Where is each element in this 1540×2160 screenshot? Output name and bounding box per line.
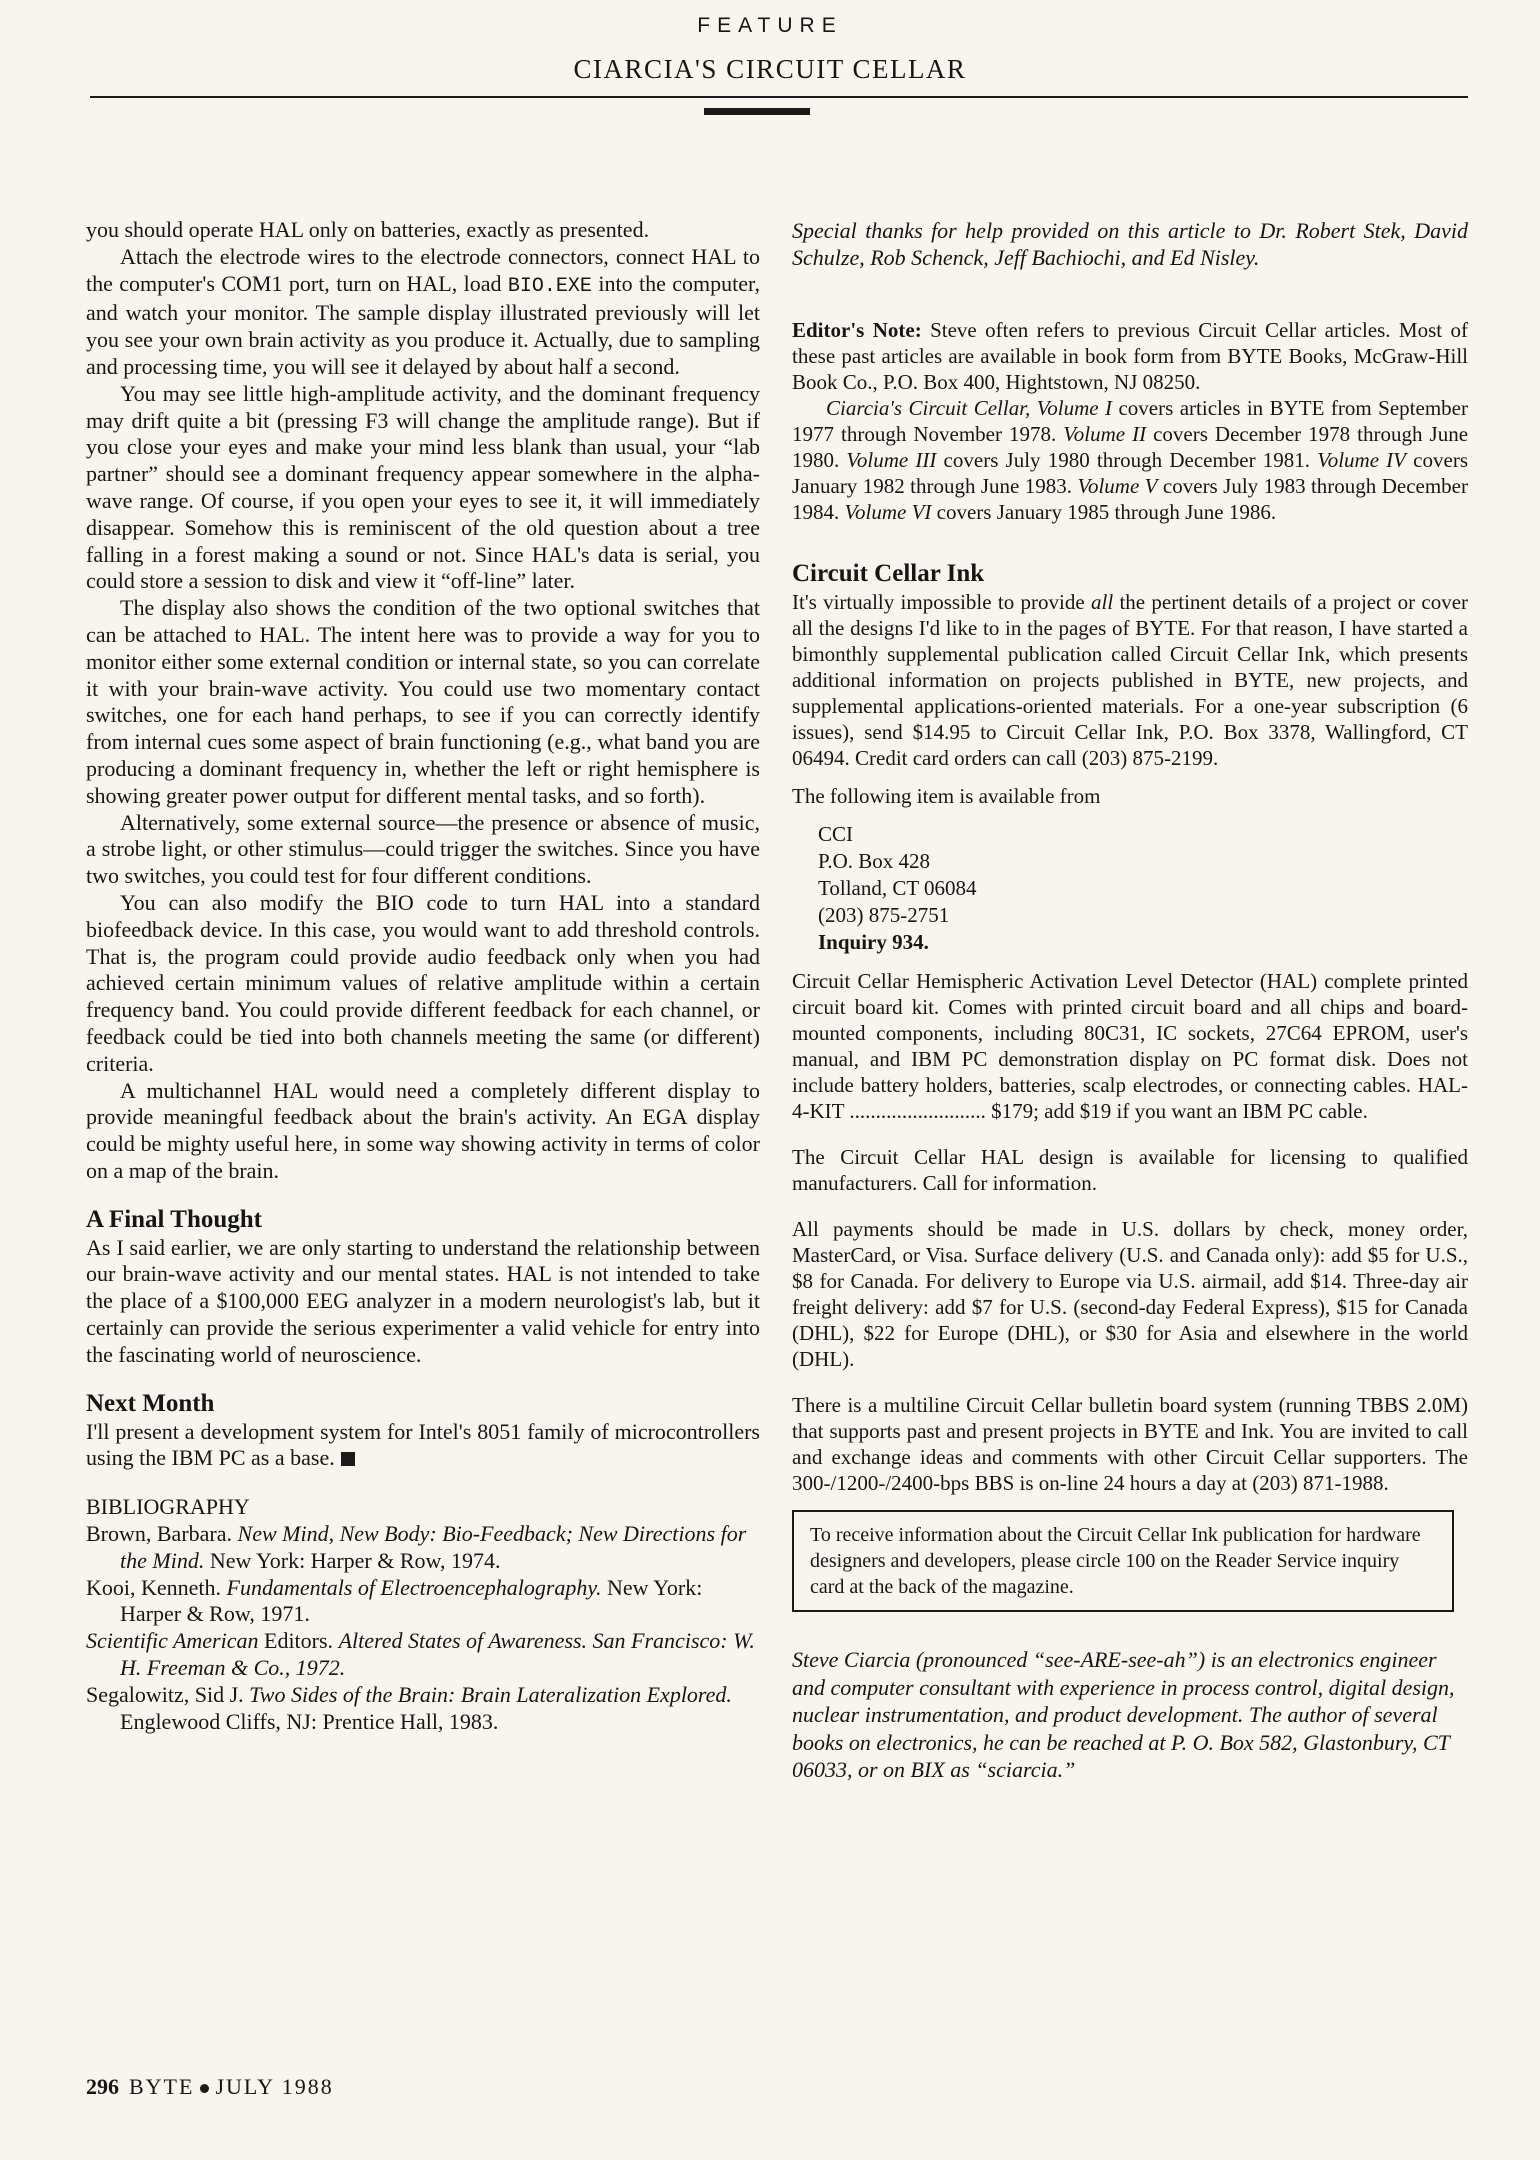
bibliography-heading: BIBLIOGRAPHY: [86, 1494, 250, 1520]
bibliography-entry: Kooi, Kenneth. Fundamentals of Electroencephalography. New York: Harper & Row, 1971.: [86, 1574, 703, 1627]
bibliography-entry: Brown, Barbara. New Mind, New Body: Bio-Feedback; New Directions for the Mind. New York: Harper & Row, 1974.: [86, 1521, 747, 1573]
right-column: [792, 217, 1468, 1784]
page-number: 296: [86, 2074, 119, 2099]
heading-final-thought: A Final Thought: [86, 1205, 263, 1233]
address-line: Tolland, CT 06084: [818, 876, 977, 900]
page-footer: [86, 2074, 334, 2100]
header-feature: FEATURE: [697, 14, 843, 37]
left-para-4: The display also shows the condition of the two optional switches that can be attached to HAL. The intent here was to provide a way for you to monitor either some external condition or internal state, so you can correlate it with your brain-wave activity. You could use two momentary contact switches, one for each hand perhaps, to see if you can correctly identify from internal cues some aspect of brain functioning (e.g., what band you are producing a dominant frequency in, whether the left or right hemisphere is showing greater power output for different mental tasks, and so forth).: [86, 595, 760, 808]
left-para-5: Alternatively, some external source—the presence or absence of music, a strobe light, or other stimulus—could trigger the switches. Since you have two switches, you could test for four different conditions.: [86, 809, 760, 889]
header-bar: [704, 108, 810, 115]
address-line: P.O. Box 428: [818, 849, 931, 873]
reader-service-box: To receive information about the Circuit Cellar Ink publication for hardware designers and developers, please circle 100 on the Reader Service inquiry card at the back of the magazine.: [792, 1510, 1454, 1612]
end-mark-icon: [341, 1452, 355, 1466]
address-line: (203) 875-2751: [818, 903, 950, 927]
final-thought-para: As I said earlier, we are only starting to understand the relationship between our brain-wave activity and our mental states. HAL is not intended to take the place of a $100,000 EEG analyzer in a modern neurologist's lab, but it certainly can provide the serious experimenter a valid vehicle for entry into the fascinating world of neuroscience.: [86, 1234, 760, 1367]
issue-date: JULY 1988: [215, 2074, 334, 2099]
editors-note: Editor's Note: Steve often refers to previous Circuit Cellar articles. Most of these past articles are available in book form from BYTE Books, McGraw-Hill Book Co., P.O. Box 400, Hightstown, NJ 08250.: [792, 318, 1468, 394]
licensing-para: The Circuit Cellar HAL design is available for licensing to qualified manufacturers. Call for information.: [792, 1145, 1468, 1195]
inquiry-number: Inquiry 934.: [818, 930, 929, 954]
next-month-para: I'll present a development system for Intel's 8051 family of microcontrollers using the IBM PC as a base.: [86, 1418, 760, 1471]
left-para-6: You can also modify the BIO code to turn HAL into a standard biofeedback device. In this case, you would want to add threshold controls. That is, the program could provide audio feedback only when you had achieved certain minimum values of relative amplitude within a certain frequency band. You could provide different feedback for each channel, or feedback could be tied into both channels meeting the same (or different) criteria.: [86, 889, 760, 1076]
bbs-para: There is a multiline Circuit Cellar bulletin board system (running TBBS 2.0M) that supports past and present projects in BYTE and Ink. You are invited to call and exchange ideas and comments with other Circuit Cellar supporters. The 300-/1200-/2400-bps BBS is on-line 24 hours a day at (203) 871-1988.: [792, 1393, 1468, 1495]
address-line: CCI: [818, 822, 854, 846]
left-para-7: A multichannel HAL would need a completely different display to provide meaningful feedback about the brain's activity. An EGA display could be mighty useful here, in some way showing activity in terms of color on a map of the brain.: [86, 1077, 760, 1183]
code-bio-exe: BIO.EXE: [507, 274, 592, 298]
kit-description: Circuit Cellar Hemispheric Activation Level Detector (HAL) complete printed circuit board kit. Comes with printed circuit board and all chips and board-mounted components, including 80C31, IC sockets, 27C64 EPROM, user's manual, and IBM PC demonstration display on PC format disk. Does not include battery holders, batteries, scalp electrodes, or connecting cables. HAL-4-KIT .......................... $179; add $19 if you want an IBM PC cable.: [792, 969, 1468, 1123]
available-from: The following item is available from: [792, 784, 1101, 808]
header-rule: [90, 96, 1468, 98]
author-bio: Steve Ciarcia (pronounced “see-ARE-see-ah”) is an electronics engineer and computer consultant with experience in process control, digital design, nuclear instrumentation, and product development. The author of several books on electronics, he can be reached at P. O. Box 582, Glastonbury, CT 06033, or on BIX as “sciarcia.”: [792, 1647, 1455, 1782]
heading-next-month: Next Month: [86, 1389, 215, 1417]
heading-circuit-cellar-ink: Circuit Cellar Ink: [792, 560, 985, 587]
bibliography-entry: Segalowitz, Sid J. Two Sides of the Brain: Brain Lateralization Explored. Englewood Cliffs, NJ: Prentice Hall, 1983.: [86, 1681, 732, 1734]
left-column: [86, 217, 760, 1735]
bibliography-entry: Scientific American Editors. Altered States of Awareness. San Francisco: W. H. Freeman & Co., 1972.: [86, 1628, 755, 1681]
magazine-name: BYTE: [129, 2074, 195, 2099]
left-para-1: you should operate HAL only on batteries, exactly as presented.: [86, 217, 650, 242]
volumes-note: Ciarcia's Circuit Cellar, Volume I covers articles in BYTE from September 1977 through November 1978. Volume II covers December 1978 through June 1980. Volume III covers July 1980 through December 1981. Volume IV covers January 1982 through June 1983. Volume V covers July 1983 through December 1984. Volume VI covers January 1985 through June 1986.: [792, 396, 1469, 524]
left-para-2: Attach the electrode wires to the electrode connectors, connect HAL to the computer's COM1 port, turn on HAL, load BIO.EXE into the computer, and watch your monitor. The sample display illustrated previously will let you see your own brain activity as you produce it. Actually, due to sampling and processing time, you will see it delayed by about half a second.: [86, 243, 760, 379]
payments-para: All payments should be made in U.S. dollars by check, money order, MasterCard, or Visa. Surface delivery (U.S. and Canada only): add $5 for U.S., $8 for Canada. For delivery to Europe via U.S. airmail, add $14. Three-day air freight delivery: add $7 for U.S. (second-day Federal Express), $15 for Canada (DHL), $22 for Europe (DHL), or $30 for Asia and elsewhere in the world (DHL).: [792, 1217, 1468, 1371]
header-title: CIARCIA'S CIRCUIT CELLAR: [573, 54, 967, 84]
left-para-3: You may see little high-amplitude activity, and the dominant frequency may drift quite a bit (pressing F3 will change the amplitude range). But if you close your eyes and make your mind less blank than usual, your “lab partner” should see a dominant frequency appear somewhere in the alpha-wave range. Of course, if you open your eyes to see it, it will immediately disappear. Somehow this is reminiscent of the old question about a tree falling in a forest making a sound or not. Since HAL's data is serial, you could store a session to disk and view it “off-line” later.: [86, 380, 760, 594]
special-thanks: Special thanks for help provided on this article to Dr. Robert Stek, David Schulze, Rob Schenck, Jeff Bachiochi, and Ed Nisley.: [792, 218, 1468, 270]
bullet-icon: [200, 2084, 209, 2093]
ink-para: It's virtually impossible to provide all the pertinent details of a project or cover all the designs I'd like to in the pages of BYTE. For that reason, I have started a bimonthly supplemental publication called Circuit Cellar Ink, which presents additional information on projects published in BYTE, new projects, and supplemental applications-oriented materials. For a one-year subscription (6 issues), send $14.95 to Circuit Cellar Ink, P.O. Box 3378, Wallingford, CT 06494. Credit card orders can call (203) 875-2199.: [792, 590, 1469, 770]
cci-address: [792, 821, 1468, 956]
